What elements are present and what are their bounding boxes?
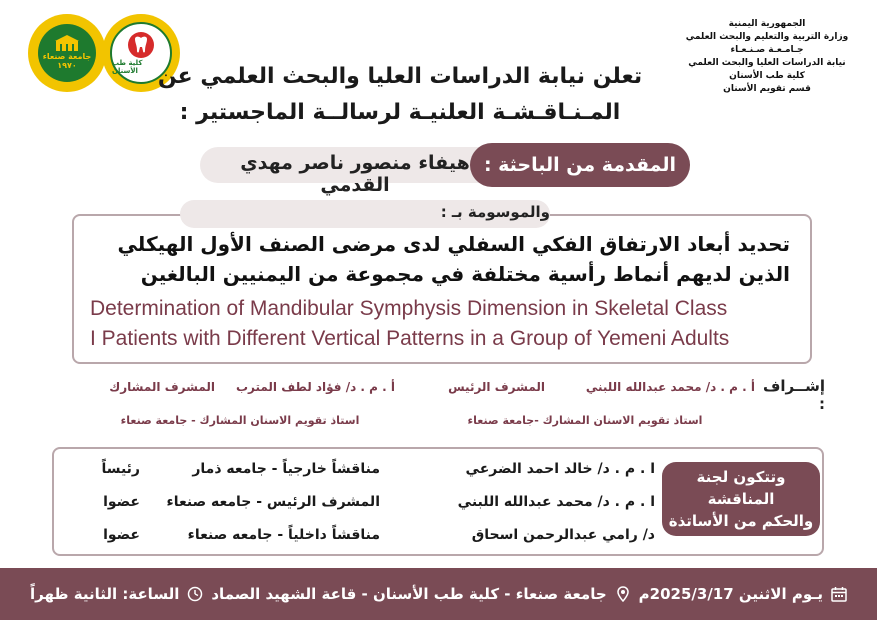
committee-member-position: عضوا [103, 494, 140, 510]
logo-left-year: ١٩٧٠ [57, 61, 77, 70]
clock-icon [187, 586, 203, 602]
event-location: جامعة صنعاء - كلية طب الأسنان - قاعة الشهيد الصماد [211, 585, 607, 603]
ministry-line: جـامـعـة صـنـعـاء [730, 45, 804, 55]
thesis-english-line-1: Determination of Mandibular Symphysis Dimension in Skeletal Class [90, 297, 728, 320]
ministry-line: كلية طب الأسنان [729, 71, 805, 81]
co-supervisor-desc: استاذ تقويم الاسنان المشارك - جامعة صنعاء [120, 414, 360, 427]
committee-member-position: رئيساً [101, 461, 140, 477]
presenter-label: المقدمة من الباحثة : [470, 143, 690, 187]
committee-member-affiliation: مناقشاً داخلياً - جامعه صنعاء [187, 527, 380, 543]
thesis-english-line-2: I Patients with Different Vertical Patterns in a Group of Yemeni Adults [90, 327, 730, 350]
committee-member-affiliation: المشرف الرئيس - جامعه صنعاء [166, 494, 380, 510]
event-date: يـوم الاثنين 2025/3/17م [638, 585, 823, 603]
announcement-line-1: تعلن نيابة الدراسات العليا والبحث العلمي عن [157, 64, 643, 89]
ministry-line: وزارة التربية والتعليم والبحث العلمي [685, 32, 849, 42]
announcement-line-2: المـنـاقـشـة العلنيـة لرسالــة الماجستير : [179, 100, 621, 125]
ministry-line: قسم تقويم الأسنان [723, 84, 811, 94]
building-icon [54, 35, 80, 53]
event-time: الساعة: الثانية ظهراً [30, 585, 180, 603]
committee-member-name: د/ رامي عبدالرحمن اسحاق [471, 527, 655, 543]
location-pin-icon [615, 586, 631, 602]
committee-member-name: ا . م . د/ محمد عبدالله اللبني [457, 494, 655, 510]
committee-member-position: عضوا [103, 527, 140, 543]
ministry-header [677, 18, 857, 96]
co-supervisor-role: المشرف المشارك [109, 380, 215, 394]
logo-left-text: جامعة صنعاء [42, 52, 92, 62]
main-supervisor-role: المشرف الرئيس [448, 380, 545, 394]
thesis-arabic-line-1: تحديد أبعاد الارتفاق الفكي السفلي لدى مرضى الصنف الأول الهيكلي [117, 232, 790, 256]
committee-member-affiliation: مناقشاً خارجياً - جامعه ذمار [192, 461, 380, 477]
committee-label [662, 462, 820, 536]
tooth-icon [126, 30, 156, 60]
committee-label-line-1: وتتكون لجنة المناقشة [696, 468, 786, 508]
calendar-icon [831, 586, 847, 602]
committee-label-line-2: والحكم من الأساتذة [668, 512, 814, 530]
thesis-arabic-line-2: الذين لديهم أنماط رأسية مختلفة في مجموعة من اليمنيين البالغين [140, 262, 790, 286]
supervision-label: إشــراف : [762, 377, 825, 413]
thesis-intro: والموسومة بـ : [440, 203, 550, 221]
ministry-line: نيابة الدراسات العليا والبحث العلمي [688, 58, 846, 68]
co-supervisor-name: أ . م . د/ فؤاد لطف المترب [235, 380, 395, 394]
main-supervisor-name: أ . م . د/ محمد عبدالله اللبني [585, 380, 755, 394]
sanaa-university-logo [28, 14, 106, 92]
event-footer [0, 568, 877, 620]
ministry-line: الجمهورية اليمنية [728, 19, 806, 29]
main-supervisor-desc: استاذ تقويم الاسنان المشارك -جامعة صنعاء [467, 414, 703, 427]
committee-member-name: ا . م . د/ خالد احمد الضرعي [465, 461, 655, 477]
logo-right-text: كلية طب الأسنان [112, 59, 143, 75]
presenter-name: هيفاء منصور ناصر مهدي القدمي [240, 152, 470, 196]
